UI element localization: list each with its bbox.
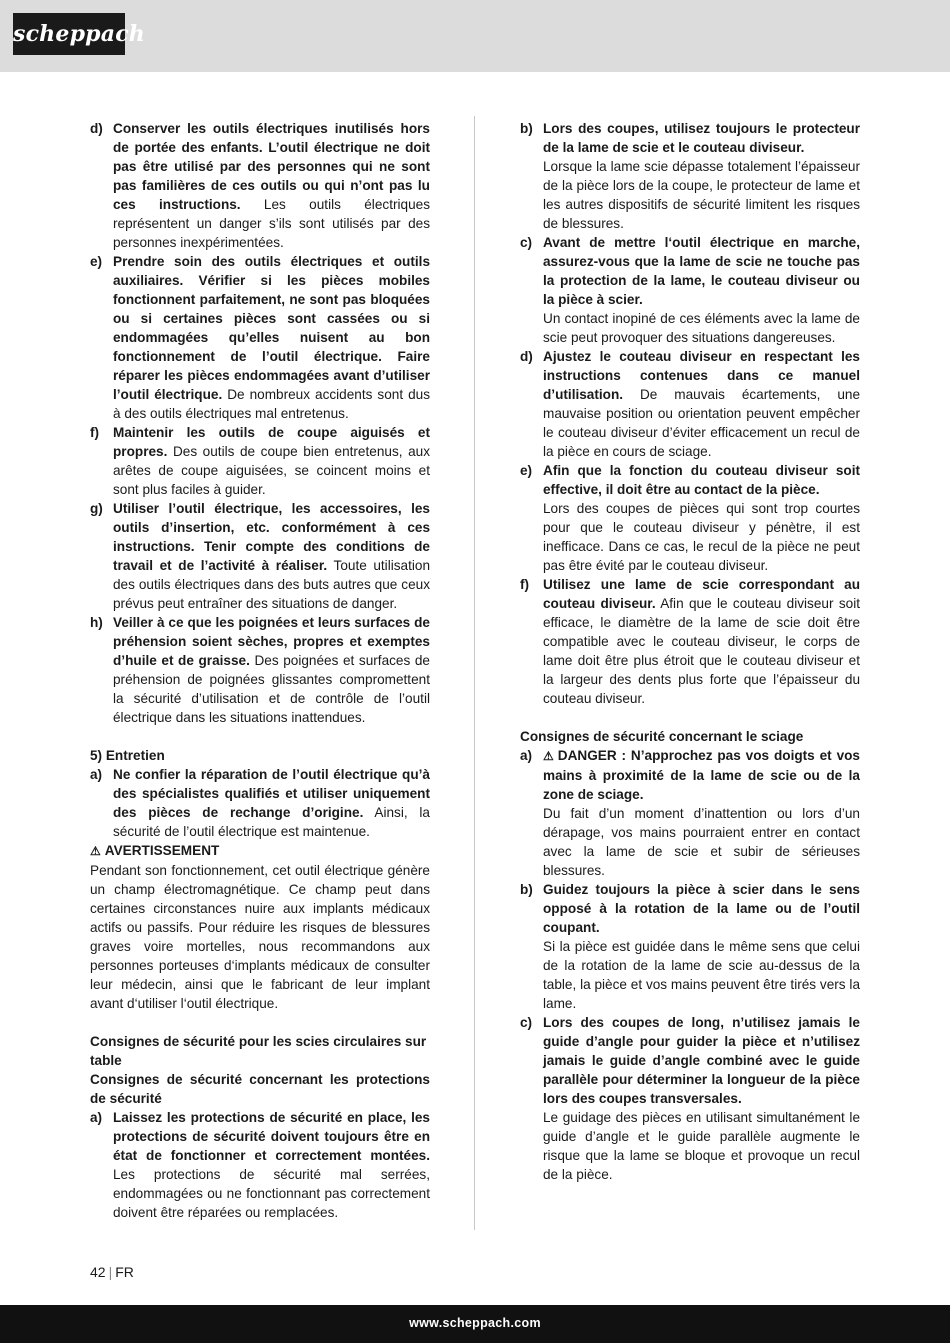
section-heading-sawing: Consignes de sécurité concernant le sciage xyxy=(520,729,804,744)
section-heading-protections: Consignes de sécurité concernant les protections de sécurité xyxy=(90,1072,430,1106)
warning-text: Pendant son fonctionnement, cet outil électrique génère un champ électromagnétique. Ce champ peut dans certaines circonstances nuire aux implants médicaux actifs ou passifs. Pour réduire les risques de blessures graves voire mortelles, nous recommandons aux personnes porteuses d‘implants médicaux de consulter leur médecin, ainsi que le fabricant de leur implant avant d‘utiliser l‘outil électrique. xyxy=(90,863,430,1011)
item-bold: Ne confier la réparation de l’outil électrique qu’à des spécialistes qualifiés et utiliser uniquement des pièces de rechange d’origine. xyxy=(113,767,430,820)
website-link[interactable]: www.scheppach.com xyxy=(409,1316,541,1330)
list-item-a-sawing: a) ⚠ DANGER : N’approchez pas vos doigts et vos mains à proximité de la lame de scie ou de la zone de sciage. Du fait d’un moment d’inattention ou lors d’un dérapage, vos mains pourraient entrer en contact avec la lame de scie et subir de sérieuses blessures. xyxy=(520,748,860,878)
item-bold: ⚠ DANGER : N’approchez pas vos doigts et vos mains à proximité de la lame de scie ou de la zone de sciage. xyxy=(543,748,860,802)
item-text: Afin que le couteau diviseur soit efficace, le diamètre de la lame de scie doit être compatible avec le couteau diviseur, le corps de lame doit être plus étroit que le couteau diviseur et la largeur des dents plus forte que l’épaisseur du couteau diviseur. xyxy=(543,596,860,706)
right-column xyxy=(520,119,860,1184)
left-column xyxy=(90,119,430,1222)
list-item-e: e) Prendre soin des outils électriques et outils auxiliaires. Vérifier si les pièces mobiles fonctionnent parfaitement, ne sont pas bloquées ou si certaines pièces sont cassées ou si endommagées qu’elles nuisent au bon fonctionnement de l’outil électrique. Faire réparer les pièces endommagées avant d’utiliser l’outil électrique. De nombreux accidents sont dus à des outils électriques mal entretenus. xyxy=(90,254,431,421)
item-text: Un contact inopiné de ces éléments avec la lame de scie peut provoquer des situations dangereuses. xyxy=(543,311,860,345)
item-bold: Laissez les protections de sécurité en place, les protections de sécurité doivent toujours être en état de fonctionner et correctement montées. xyxy=(113,1110,430,1163)
item-text: Les outils électriques représentent un danger s’ils sont utilisés par des personnes inexpérimentées. xyxy=(113,197,430,250)
item-text: De nombreux accidents sont dus à des outils électriques mal entretenus. xyxy=(113,387,431,421)
list-item-f: f) Maintenir les outils de coupe aiguisés et propres. Des outils de coupe bien entretenus, aux arêtes de coupe aiguisées, se coincent moins et sont plus faciles à guider. xyxy=(90,425,430,497)
list-item-h: h) Veiller à ce que les poignées et leurs surfaces de préhension soient sèches, propres et exemptes d’huile et de graisse. Des poignées et surfaces de préhension de poignées glissantes compromettent la sécurité d’utilisation et de contrôle de l’outil électrique dans les situations inattendues. xyxy=(90,615,430,725)
item-text: Ainsi, la sécurité de l’outil électrique est maintenue. xyxy=(113,805,430,839)
list-item-d: d) Conserver les outils électriques inutilisés hors de portée des enfants. L’outil électrique ne doit pas être utilisé par des personnes qui ne sont pas familières de ces outils ou qui n’ont pas lu ces instructions. Les outils électriques représentent un danger s’ils sont utilisés par des personnes inexpérimentées. xyxy=(90,121,430,250)
item-text: Lors des coupes de pièces qui sont trop courtes pour que le couteau diviseur y pénètre, il est inefficace. Dans ce cas, le recul de la pièce ne peut pas être évité par le couteau diviseur. xyxy=(543,501,860,573)
item-bold: Afin que la fonction du couteau diviseur soit effective, il doit être au contact de la pièce. xyxy=(543,463,860,497)
item-text: Du fait d’un moment d’inattention ou lors d’un dérapage, vos mains pourraient entrer en contact avec la lame de scie et subir de sérieuses blessures. xyxy=(543,806,860,878)
item-text: De mauvais écartements, une mauvaise position ou orientation peuvent empêcher le couteau diviseur d’éviter efficacement un recul de la pièce en cours de sciage. xyxy=(543,387,860,459)
list-item-e: e) Afin que la fonction du couteau diviseur soit effective, il doit être au contact de la pièce. Lors des coupes de pièces qui sont trop courtes pour que le couteau diviseur y pénètre, il est inefficace. Dans ce cas, le recul de la pièce ne peut pas être évité par le couteau diviseur. xyxy=(520,463,860,573)
item-text: Si la pièce est guidée dans le même sens que celui de la rotation de la lame de scie au-dessus de la table, la pièce et vos mains peuvent être tirés vers la lame. xyxy=(543,939,860,1011)
item-bold: Conserver les outils électriques inutilisés hors de portée des enfants. L’outil électrique ne doit pas être utilisé par des personnes qui ne sont pas familières de ces outils ou qui n’ont pas lu ces instructions. xyxy=(113,121,430,212)
item-bold: Ajustez le couteau diviseur en respectant les instructions contenues dans ce manuel d’utilisation. xyxy=(543,349,860,402)
item-text: Le guidage des pièces en utilisant simultanément le guide d’angle et le guide parallèle augmente le risque que la lame se bloque et provoque un recul de la pièce. xyxy=(543,1110,860,1182)
warning-icon: ⚠ xyxy=(90,844,101,858)
section-heading-circular-saws: Consignes de sécurité pour les scies circulaires sur table xyxy=(90,1034,427,1068)
item-text: Les protections de sécurité mal serrées, endommagées ou ne fonctionnant pas correctement doivent être réparées ou remplacées. xyxy=(113,1167,430,1220)
item-bold: Veiller à ce que les poignées et leurs surfaces de préhension soient sèches, propres et exemptes d’huile et de graisse. xyxy=(113,615,430,668)
item-bold: Utilisez une lame de scie correspondant au couteau diviseur. xyxy=(543,577,860,611)
item-bold: Avant de mettre l‘outil électrique en marche, assurez-vous que la lame de scie ne touche pas la protection de la lame, le couteau diviseur ou la pièce à scier. xyxy=(543,235,860,307)
item-text: Toute utilisation des outils électriques dans des buts autres que ceux prévus peut entraîner des situations de danger. xyxy=(113,558,431,611)
scheppach-logo: scheppach xyxy=(13,13,125,55)
list-item-c-sawing: c) Lors des coupes de long, n’utilisez jamais le guide d’angle pour guider la pièce et n’utilisez jamais le guide d’angle combiné avec le guide parallèle pour déterminer la longueur de la pièce lors des coupes transversales. Le guidage des pièces en utilisant simultanément le guide d’angle et le guide parallèle augmente le risque que la lame se bloque et provoque un recul de la pièce. xyxy=(520,1015,860,1182)
item-bold: Lors des coupes de long, n’utilisez jamais le guide d’angle pour guider la pièce et n’utilisez jamais le guide d’angle combiné avec le guide parallèle pour déterminer la longueur de la pièce lors des coupes transversales. xyxy=(543,1015,860,1106)
item-text: Des poignées et surfaces de préhension de poignées glissantes compromettent la sécurité d’utilisation et de contrôle de l’outil électrique dans les situations inattendues. xyxy=(113,653,430,725)
item-bold: Guidez toujours la pièce à scier dans le sens opposé à la rotation de la lame ou de l’outil coupant. xyxy=(543,882,860,935)
footer-bar xyxy=(0,1305,950,1343)
column-divider xyxy=(474,116,475,1230)
list-item-a-maintenance: a) Ne confier la réparation de l’outil électrique qu’à des spécialistes qualifiés et utiliser uniquement des pièces de rechange d’origine. Ainsi, la sécurité de l’outil électrique est maintenue. xyxy=(90,767,430,839)
list-item-d: d) Ajustez le couteau diviseur en respectant les instructions contenues dans ce manuel d’utilisation. De mauvais écartements, une mauvaise position ou orientation peuvent empêcher le couteau diviseur d’éviter efficacement un recul de la pièce en cours de sciage. xyxy=(520,349,860,459)
warning-heading: ⚠ AVERTISSEMENT xyxy=(90,841,430,861)
item-text: Des outils de coupe bien entretenus, aux arêtes de coupe aiguisées, se coincent moins et sont plus faciles à guider. xyxy=(113,444,430,497)
item-bold: Utiliser l’outil électrique, les accessoires, les outils d’insertion, etc. conformément à ces instructions. Tenir compte des conditions de travail et de l’activité à réaliser. xyxy=(113,501,430,573)
list-item-g: g) Utiliser l’outil électrique, les accessoires, les outils d’insertion, etc. conformément à ces instructions. Tenir compte des conditions de travail et de l’activité à réaliser. Toute utilisation des outils électriques dans des buts autres que ceux prévus peut entraîner des situations de danger. xyxy=(90,501,431,611)
list-item-c: c) Avant de mettre l‘outil électrique en marche, assurez-vous que la lame de scie ne touche pas la protection de la lame, le couteau diviseur ou la pièce à scier. Un contact inopiné de ces éléments avec la lame de scie peut provoquer des situations dangereuses. xyxy=(520,235,860,345)
page-number: 42 | FR xyxy=(90,1264,134,1280)
header-bar xyxy=(0,0,950,72)
list-item-b-sawing: b) Guidez toujours la pièce à scier dans le sens opposé à la rotation de la lame ou de l’outil coupant. Si la pièce est guidée dans le même sens que celui de la rotation de la lame de scie au-dessus de la table, la pièce et vos mains peuvent être tirés vers la lame. xyxy=(520,882,860,1011)
section-heading-maintenance: 5) Entretien xyxy=(90,748,165,763)
list-item-b: b) Lors des coupes, utilisez toujours le protecteur de la lame de scie et le couteau diviseur. Lorsque la lame scie dépasse totalement l’épaisseur de la pièce lors de la coupe, le protecteur de lame et les autres dispositifs de sécurité limitent les risques de blessures. xyxy=(520,121,860,231)
item-bold: Maintenir les outils de coupe aiguisés et propres. xyxy=(113,425,430,459)
list-item-a-protections: a) Laissez les protections de sécurité en place, les protections de sécurité doivent toujours être en état de fonctionner et correctement montées. Les protections de sécurité mal serrées, endommagées ou ne fonctionnant pas correctement doivent être réparées ou remplacées. xyxy=(90,1110,430,1220)
item-bold: Lors des coupes, utilisez toujours le protecteur de la lame de scie et le couteau diviseur. xyxy=(543,121,860,155)
item-text: Lorsque la lame scie dépasse totalement l’épaisseur de la pièce lors de la coupe, le protecteur de lame et les autres dispositifs de sécurité limitent les risques de blessures. xyxy=(543,159,860,231)
item-bold: Prendre soin des outils électriques et outils auxiliaires. Vérifier si les pièces mobiles fonctionnent parfaitement, ne sont pas bloquées ou si certaines pièces sont cassées ou si endommagées qu’elles nuisent au bon fonctionnement de l’outil électrique. Faire réparer les pièces endommagées avant d’utiliser l’outil électrique. xyxy=(113,254,430,402)
warning-icon: ⚠ xyxy=(543,749,554,763)
list-item-f: f) Utilisez une lame de scie correspondant au couteau diviseur. Afin que le couteau diviseur soit efficace, le diamètre de la lame de scie doit être compatible avec le couteau diviseur, le corps de lame doit être plus étroit que le couteau diviseur et la largeur des dents plus forte que l’épaisseur du couteau diviseur. xyxy=(520,577,860,706)
